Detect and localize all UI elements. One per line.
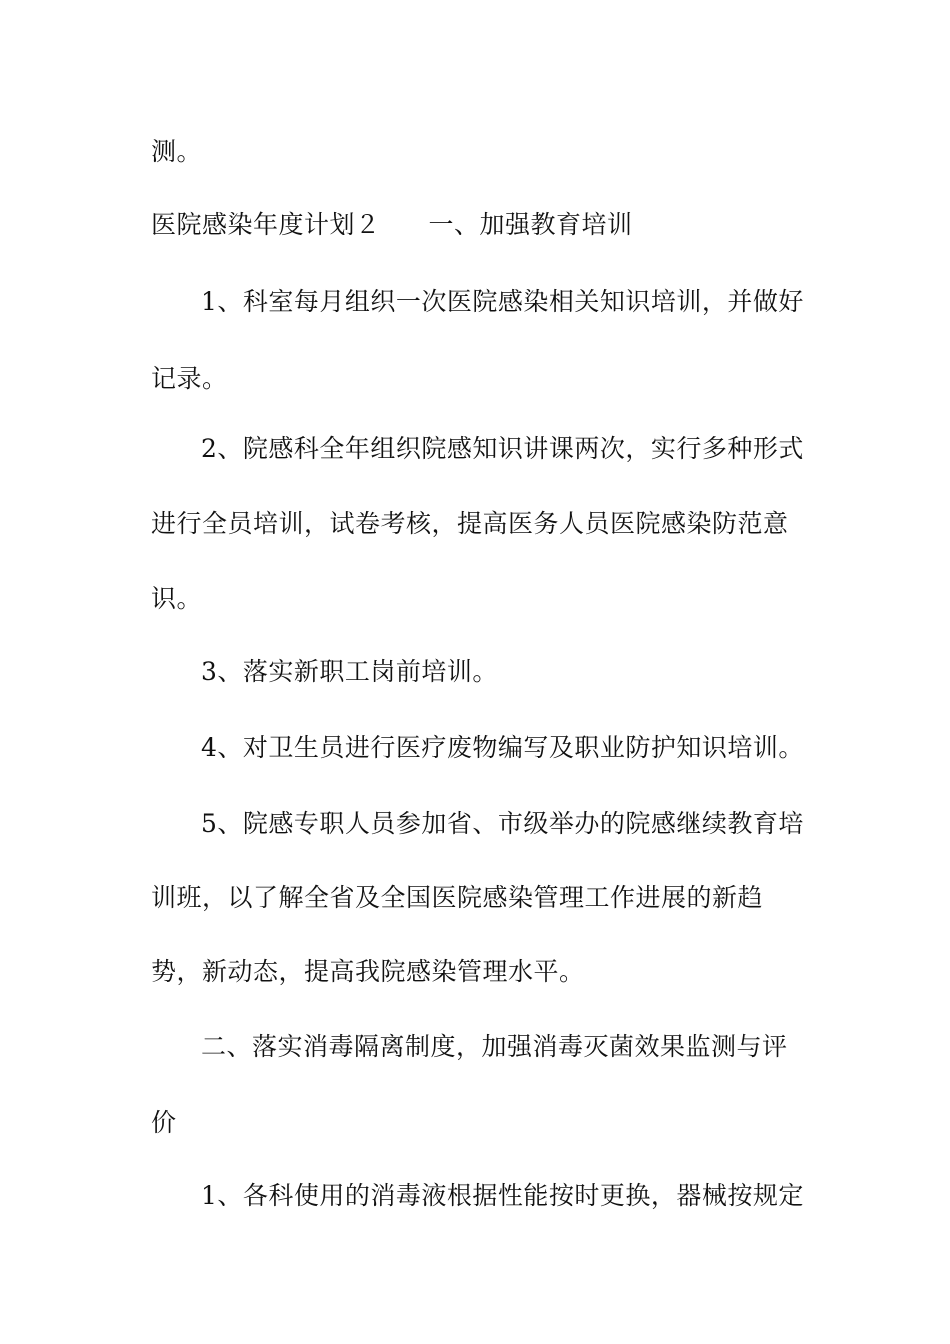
text-line: 2、院感科全年组织院感知识讲课两次，实行多种形式 <box>201 434 804 463</box>
text-line: 记录。 <box>151 364 228 393</box>
text-line: 5、院感专职人员参加省、市级举办的院感继续教育培 <box>201 809 804 838</box>
text-line: 价 <box>151 1108 177 1137</box>
text-line: 进行全员培训，试卷考核，提高医务人员医院感染防范意 <box>151 509 789 538</box>
text-line: 1、各科使用的消毒液根据性能按时更换，器械按规定 <box>201 1181 804 1210</box>
text-line: 3、落实新职工岗前培训。 <box>201 657 498 686</box>
text-line: 1、科室每月组织一次医院感染相关知识培训，并做好 <box>201 287 804 316</box>
text-line: 4、对卫生员进行医疗废物编写及职业防护知识培训。 <box>201 733 804 762</box>
section-heading-line: 二、落实消毒隔离制度，加强消毒灭菌效果监测与评 <box>201 1032 788 1061</box>
section-heading: 一、加强教育培训 <box>428 210 633 239</box>
text-line: 训班，以了解全省及全国医院感染管理工作进展的新趋 <box>151 883 764 912</box>
section-title-line <box>151 210 633 240</box>
plan-title: 医院感染年度计划２ <box>151 210 381 239</box>
text-line: 测。 <box>151 137 203 166</box>
text-line: 势，新动态，提高我院感染管理水平。 <box>151 957 585 986</box>
text-line: 识。 <box>151 584 203 613</box>
